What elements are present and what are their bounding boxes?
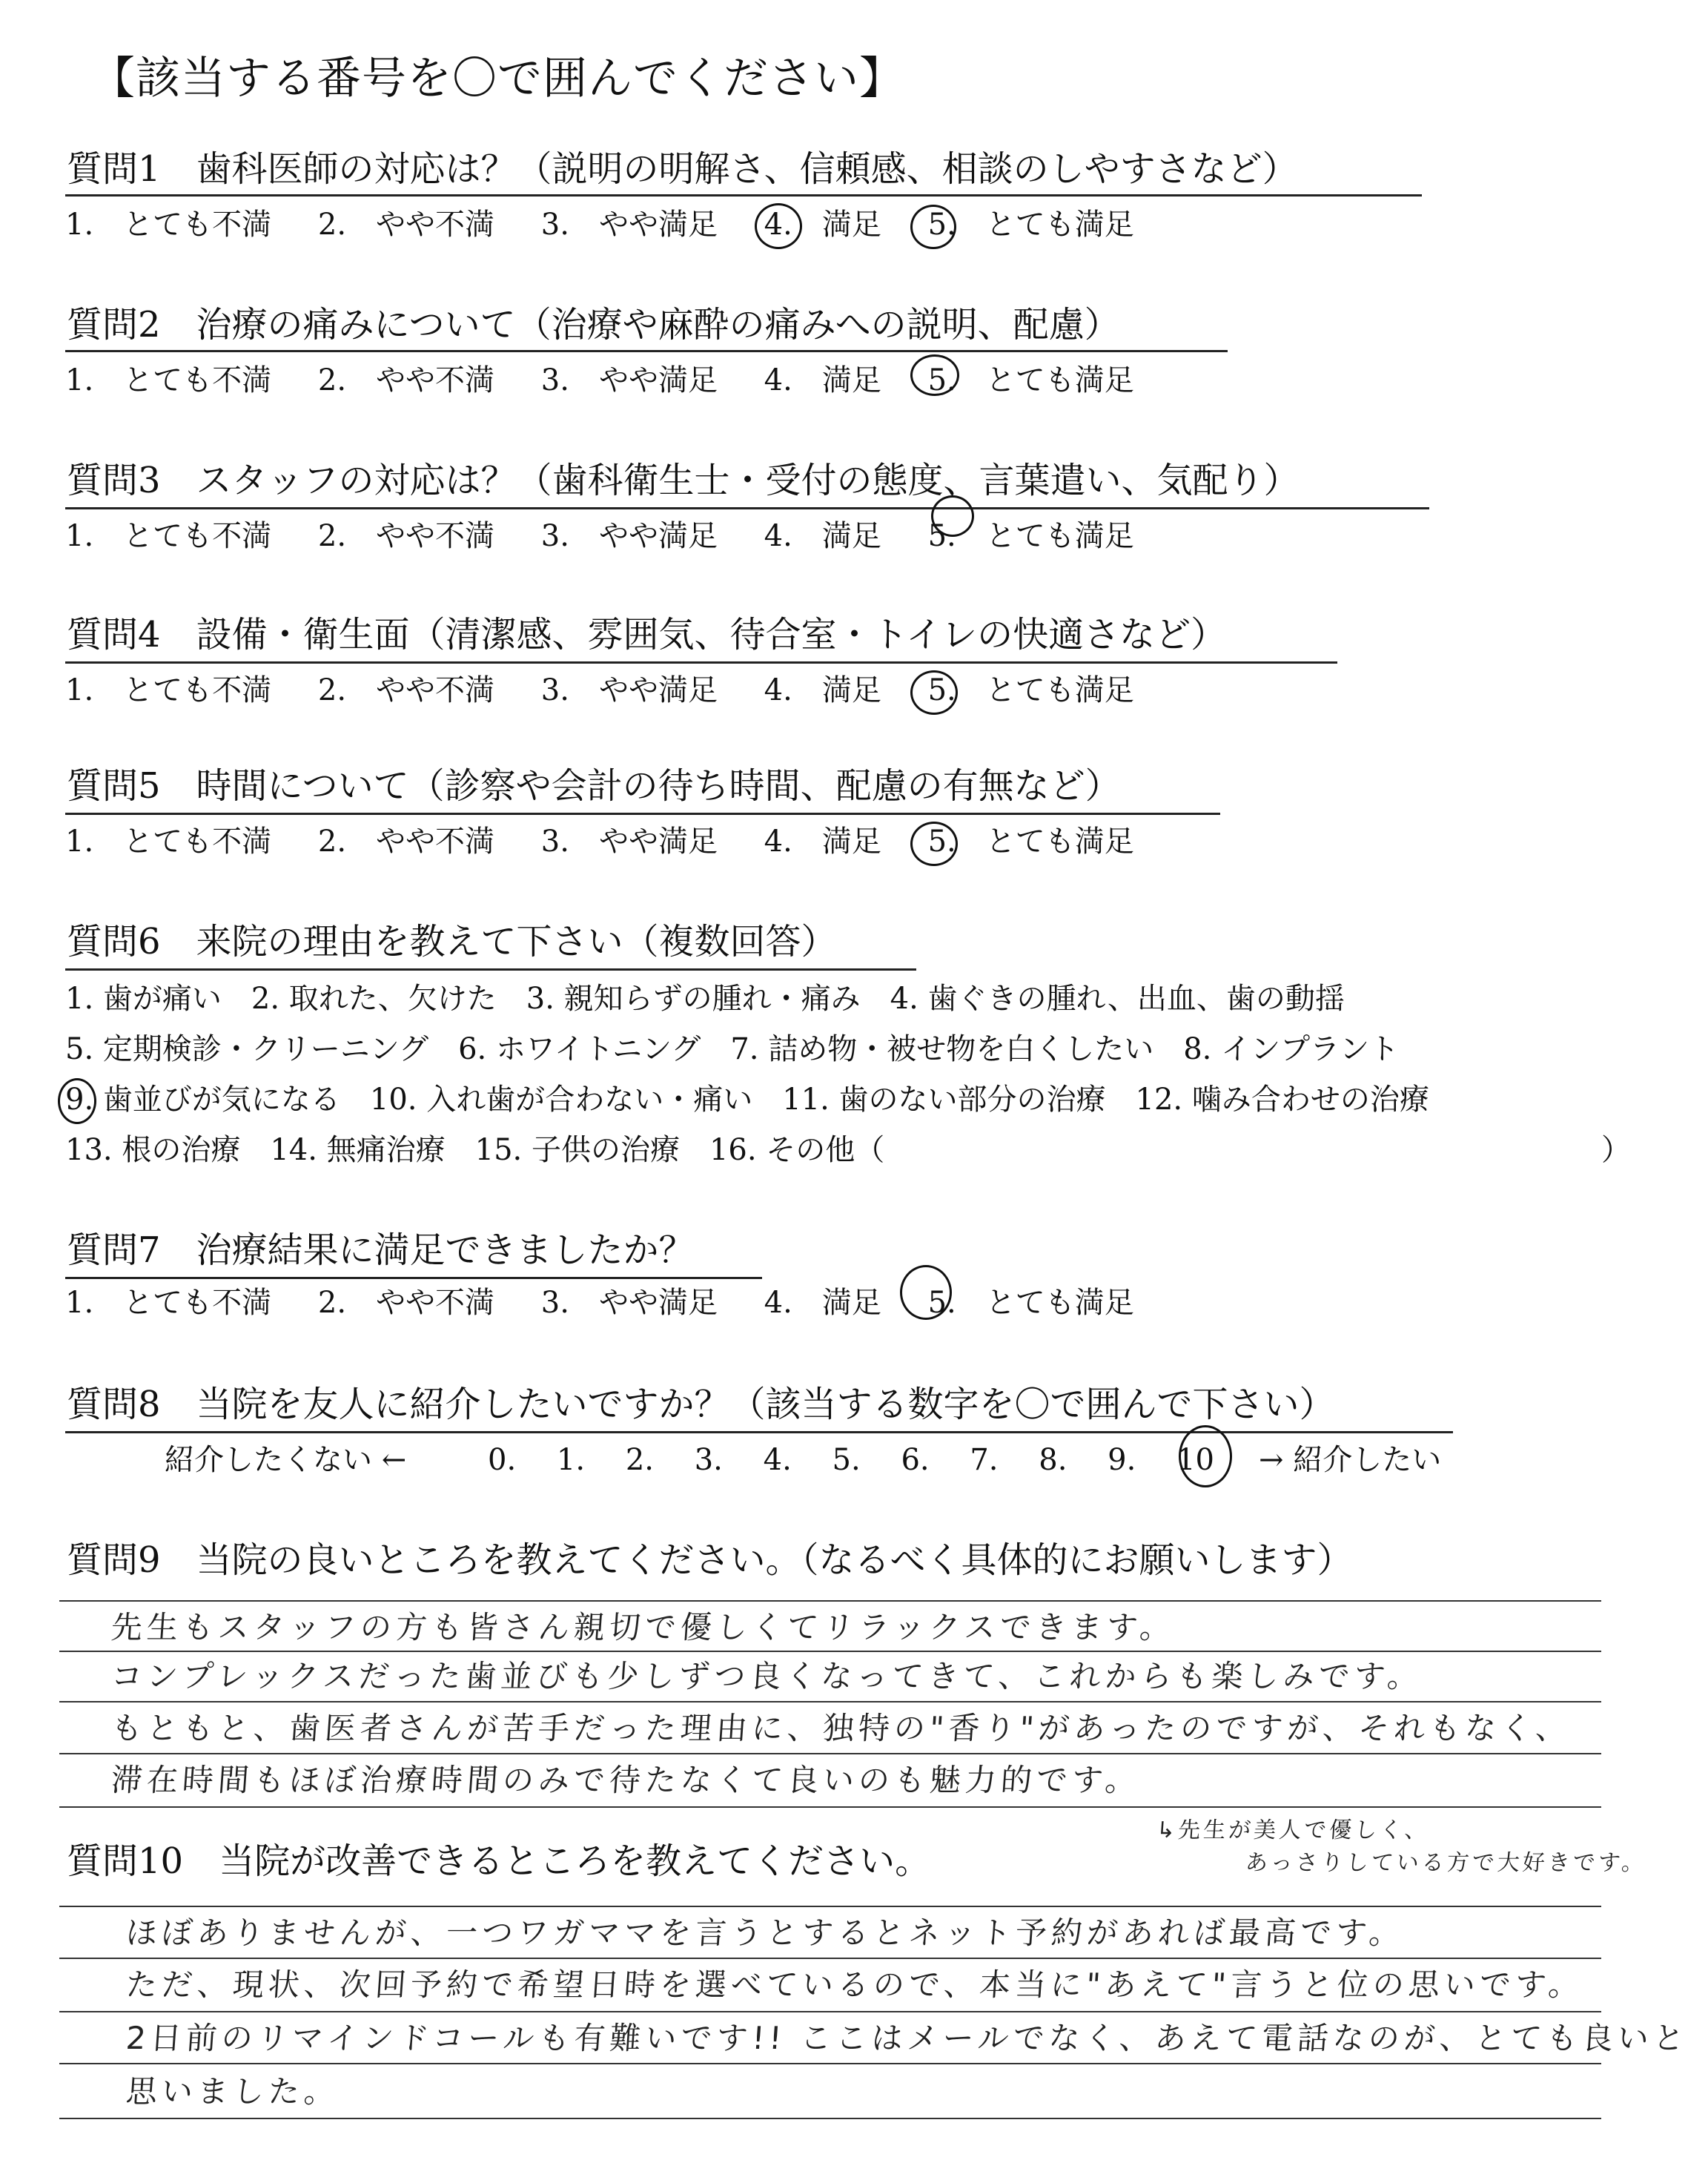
q9-writing-line-3 bbox=[59, 1701, 1601, 1702]
question-7-underline bbox=[65, 1277, 762, 1279]
q5-options bbox=[65, 823, 1134, 860]
question-1: 質問1 歯科医師の対応は？（説明の明解さ、信頼感、相談のしやすさなど） bbox=[67, 148, 1298, 190]
q2-opt-2[interactable]: 2. やや不満 bbox=[317, 363, 495, 397]
q1-options bbox=[65, 206, 1134, 243]
q4-opt-3[interactable]: 3. やや満足 bbox=[540, 673, 718, 707]
page-title: 【該当する番号を〇で囲んでください】 bbox=[90, 53, 904, 105]
q9-writing-line-4 bbox=[59, 1753, 1601, 1754]
question-3: 質問3 スタッフの対応は？（歯科衛生士・受付の態度、言葉遣い、気配り） bbox=[67, 460, 1300, 501]
question-2-underline bbox=[65, 350, 1228, 352]
q1-opt-2[interactable]: 2. やや不満 bbox=[317, 208, 495, 242]
q4-opt-4[interactable]: 4. 満足 bbox=[764, 673, 881, 707]
question-8: 質問8 当院を友人に紹介したいですか？（該当する数字を〇で囲んで下さい） bbox=[67, 1384, 1335, 1425]
question-8-underline bbox=[65, 1431, 1453, 1433]
q10-writing-line-4 bbox=[59, 2063, 1601, 2064]
q10-writing-line-3 bbox=[59, 2011, 1601, 2012]
q6-row-4[interactable]: 13. 根の治療 14. 無痛治療 15. 子供の治療 16. その他（ bbox=[65, 1133, 885, 1167]
q5-opt-3[interactable]: 3. やや満足 bbox=[540, 825, 718, 859]
q9-answer-line-3: もともと、歯医者さんが苦手だった理由に、独特の"香り"があったのですが、それもなく、 bbox=[110, 1710, 1573, 1746]
question-4-underline bbox=[65, 661, 1337, 664]
q10-answer-line-1: ほぼありませんが、一つワガママを言うとするとネット予約があれば最高です。 bbox=[125, 1915, 1406, 1951]
q3-opt-2[interactable]: 2. やや不満 bbox=[317, 519, 495, 553]
q1-opt-4[interactable]: 4. 満足 bbox=[764, 208, 881, 242]
q3-opt-5[interactable]: 5. とても満足 bbox=[927, 519, 1134, 553]
q9-margin-note-1: ↳先生が美人で優しく、 bbox=[1155, 1817, 1431, 1843]
q2-options bbox=[65, 362, 1134, 399]
q8-scale-8[interactable]: 8. bbox=[1039, 1443, 1068, 1477]
q7-options bbox=[65, 1284, 1134, 1321]
question-1-underline bbox=[65, 194, 1422, 196]
q8-scale-3[interactable]: 3. bbox=[694, 1443, 723, 1477]
question-6-underline bbox=[65, 968, 916, 971]
q6-row-3[interactable]: 9. 歯並びが気になる 10. 入れ歯が合わない・痛い 11. 歯のない部分の治療 12. 噛み合わせの治療 bbox=[65, 1083, 1429, 1117]
q4-opt-1[interactable]: 1. とても不満 bbox=[65, 673, 272, 707]
q3-opt-3[interactable]: 3. やや満足 bbox=[540, 519, 718, 553]
q7-opt-2[interactable]: 2. やや不満 bbox=[317, 1286, 495, 1320]
q2-opt-3[interactable]: 3. やや満足 bbox=[540, 363, 718, 397]
q3-opt-4[interactable]: 4. 満足 bbox=[764, 519, 881, 553]
q9-writing-line-1 bbox=[59, 1600, 1601, 1602]
question-3-underline bbox=[65, 507, 1429, 509]
question-9: 質問9 当院の良いところを教えてください。（なるべく具体的にお願いします） bbox=[67, 1539, 1353, 1581]
q9-writing-line-5 bbox=[59, 1806, 1601, 1808]
question-4: 質問4 設備・衛生面（清潔感、雰囲気、待合室・トイレの快適さなど） bbox=[67, 614, 1227, 655]
q9-margin-note-2: あっさりしている方で大好きです。 bbox=[1244, 1850, 1648, 1876]
q1-opt-3[interactable]: 3. やや満足 bbox=[540, 208, 718, 242]
q10-writing-line-2 bbox=[59, 1958, 1601, 1959]
q9-answer-line-4: 滞在時間もほぼ治療時間のみで待たなくて良いのも魅力的です。 bbox=[110, 1762, 1142, 1798]
q7-opt-3[interactable]: 3. やや満足 bbox=[540, 1286, 718, 1320]
q7-opt-5[interactable]: 5. とても満足 bbox=[927, 1286, 1134, 1320]
question-5: 質問5 時間について（診察や会計の待ち時間、配慮の有無など） bbox=[67, 765, 1121, 807]
q8-scale-2[interactable]: 2. bbox=[625, 1443, 654, 1477]
q6-other-close-paren: ） bbox=[1601, 1133, 1631, 1167]
q8-scale-1[interactable]: 1. bbox=[556, 1443, 586, 1477]
q8-scale-4[interactable]: 4. bbox=[763, 1443, 792, 1477]
question-2: 質問2 治療の痛みについて（治療や麻酔の痛みへの説明、配慮） bbox=[67, 304, 1120, 346]
q1-opt-1[interactable]: 1. とても不満 bbox=[65, 208, 272, 242]
q9-writing-line-2 bbox=[59, 1651, 1601, 1652]
q1-opt-5[interactable]: 5. とても満足 bbox=[927, 208, 1134, 242]
q3-options bbox=[65, 518, 1134, 555]
q4-options bbox=[65, 672, 1134, 709]
q9-answer-line-1: 先生もスタッフの方も皆さん親切で優しくてリラックスできます。 bbox=[110, 1609, 1177, 1645]
q5-opt-5[interactable]: 5. とても満足 bbox=[927, 825, 1134, 859]
q2-opt-4[interactable]: 4. 満足 bbox=[764, 363, 881, 397]
q3-opt-1[interactable]: 1. とても不満 bbox=[65, 519, 272, 553]
q7-opt-1[interactable]: 1. とても不満 bbox=[65, 1286, 272, 1320]
q8-scale-6[interactable]: 6. bbox=[901, 1443, 930, 1477]
q2-opt-1[interactable]: 1. とても不満 bbox=[65, 363, 272, 397]
q8-scale bbox=[488, 1441, 1214, 1479]
q8-left-label: 紹介したくない ← bbox=[165, 1443, 407, 1477]
q8-scale-9[interactable]: 9. bbox=[1108, 1443, 1136, 1477]
q10-answer-line-3: 2日前のリマインドコールも有難いです!! ここはメールでなく、あえて電話なのが、とても良いと bbox=[125, 2020, 1690, 2056]
q6-row-1[interactable]: 1. 歯が痛い 2. 取れた、欠けた 3. 親知らずの腫れ・痛み 4. 歯ぐきの腫れ、出血、歯の動揺 bbox=[65, 982, 1345, 1016]
question-7: 質問7 治療結果に満足できましたか？ bbox=[67, 1229, 695, 1271]
q8-scale-0[interactable]: 0. bbox=[488, 1443, 517, 1477]
q10-writing-line-5 bbox=[59, 2118, 1601, 2119]
q7-opt-4[interactable]: 4. 満足 bbox=[764, 1286, 881, 1320]
q10-answer-line-4: 思いました。 bbox=[125, 2073, 341, 2110]
q8-scale-7[interactable]: 7. bbox=[970, 1443, 999, 1477]
question-6: 質問6 来院の理由を教えて下さい（複数回答） bbox=[67, 921, 837, 962]
question-5-underline bbox=[65, 813, 1220, 815]
q8-scale-5[interactable]: 5. bbox=[832, 1443, 861, 1477]
question-10: 質問10 当院が改善できるところを教えてください。 bbox=[67, 1840, 931, 1882]
q6-row-2[interactable]: 5. 定期検診・クリーニング 6. ホワイトニング 7. 詰め物・被せ物を白くしたい 8. インプラント bbox=[65, 1032, 1400, 1066]
q8-right-label: → 紹介したい bbox=[1259, 1443, 1442, 1477]
q2-opt-5[interactable]: 5. とても満足 bbox=[927, 363, 1134, 397]
q5-opt-4[interactable]: 4. 満足 bbox=[764, 825, 881, 859]
q10-writing-line-1 bbox=[59, 1906, 1601, 1907]
q4-opt-2[interactable]: 2. やや不満 bbox=[317, 673, 495, 707]
q4-opt-5[interactable]: 5. とても満足 bbox=[927, 673, 1134, 707]
q5-opt-1[interactable]: 1. とても不満 bbox=[65, 825, 272, 859]
q10-answer-line-2: ただ、現状、次回予約で希望日時を選べているので、本当に"あえて"言うと位の思いです。 bbox=[125, 1966, 1586, 2003]
q8-scale-10[interactable]: 10 bbox=[1176, 1443, 1214, 1477]
q9-answer-line-2: コンプレックスだった歯並びも少しずつ良くなってきて、これからも楽しみです。 bbox=[110, 1658, 1425, 1694]
q5-opt-2[interactable]: 2. やや不満 bbox=[317, 825, 495, 859]
